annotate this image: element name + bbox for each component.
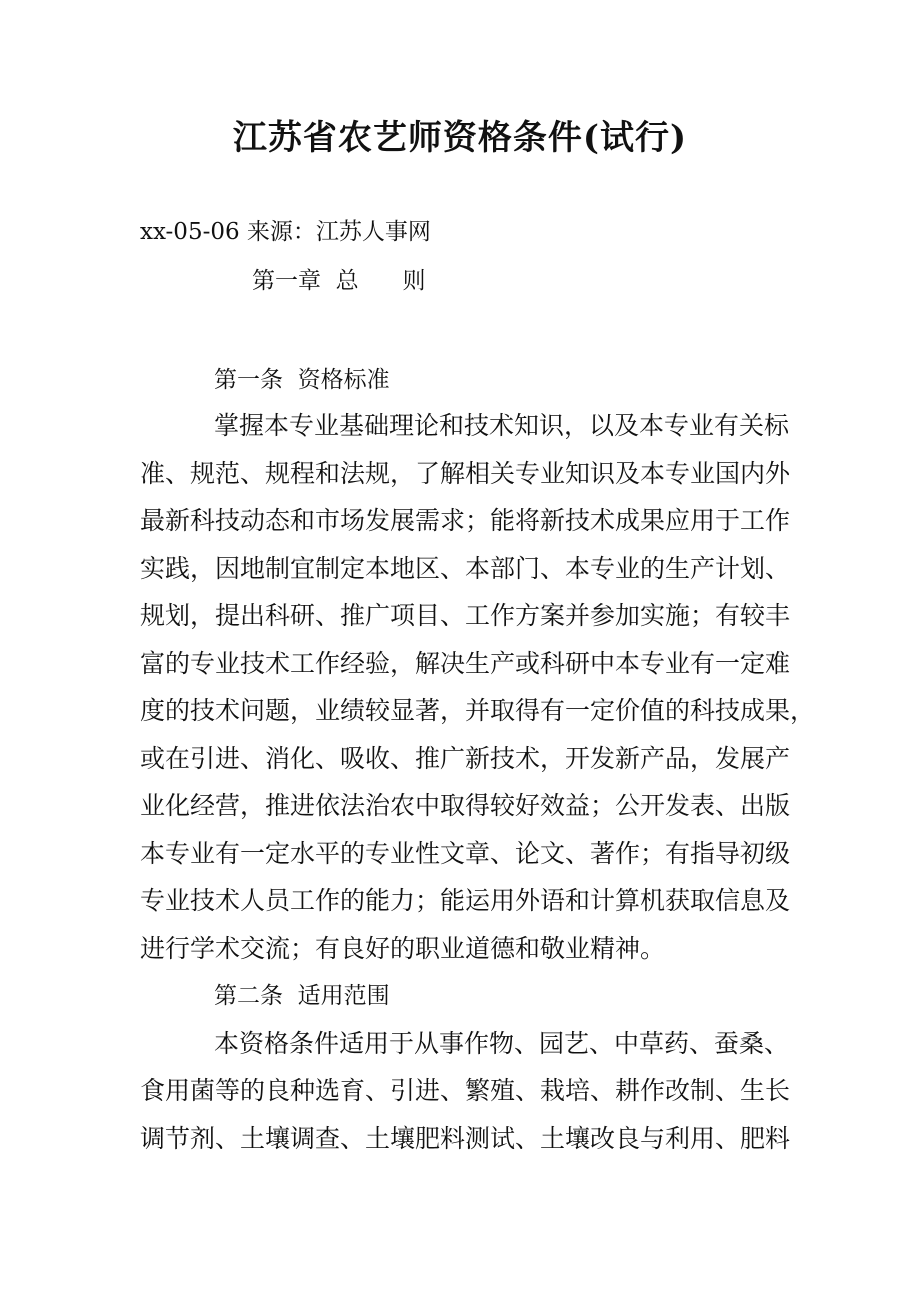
article-2-line: 调节剂、土壤调查、土壤肥料测试、土壤改良与利用、肥料 <box>140 1124 791 1153</box>
article-1-line: 进行学术交流；有良好的职业道德和敬业精神。 <box>140 934 666 963</box>
article-2-line: 食用菌等的良种选育、引进、繁殖、栽培、耕作改制、生长 <box>140 1076 791 1105</box>
article-1-line: 准、规范、规程和法规，了解相关专业知识及本专业国内外 <box>140 459 791 488</box>
chapter-heading: 第一章 总 则 <box>252 268 426 294</box>
article-1-heading: 第一条 资格标准 <box>214 367 390 393</box>
article-1-line: 或在引进、消化、吸收、推广新技术，开发新产品，发展产 <box>140 744 791 773</box>
article-1-line: 规划，提出科研、推广项目、工作方案并参加实施；有较丰 <box>140 601 791 630</box>
article-1-line: 实践，因地制宜制定本地区、本部门、本专业的生产计划、 <box>140 554 791 583</box>
article-2-heading: 第二条 适用范围 <box>214 983 390 1009</box>
article-1-line: 富的专业技术工作经验，解决生产或科研中本专业有一定难 <box>140 649 791 678</box>
article-1-line: 最新科技动态和市场发展需求；能将新技术成果应用于工作 <box>140 506 791 535</box>
article-1-line: 掌握本专业基础理论和技术知识，以及本专业有关标 <box>214 411 790 440</box>
document-title: 江苏省农艺师资格条件(试行) <box>232 118 688 158</box>
article-1-line: 本专业有一定水平的专业性文章、论文、著作；有指导初级 <box>140 839 791 868</box>
article-1-line: 专业技术人员工作的能力；能运用外语和计算机获取信息及 <box>140 886 791 915</box>
date-source-line: xx-05-06 来源：江苏人事网 <box>140 219 431 245</box>
article-1-line: 度的技术问题，业绩较显著，并取得有一定价值的科技成果， <box>140 696 816 725</box>
article-1-line: 业化经营，推进依法治农中取得较好效益；公开发表、出版 <box>140 791 791 820</box>
article-2-line: 本资格条件适用于从事作物、园艺、中草药、蚕桑、 <box>214 1029 790 1058</box>
